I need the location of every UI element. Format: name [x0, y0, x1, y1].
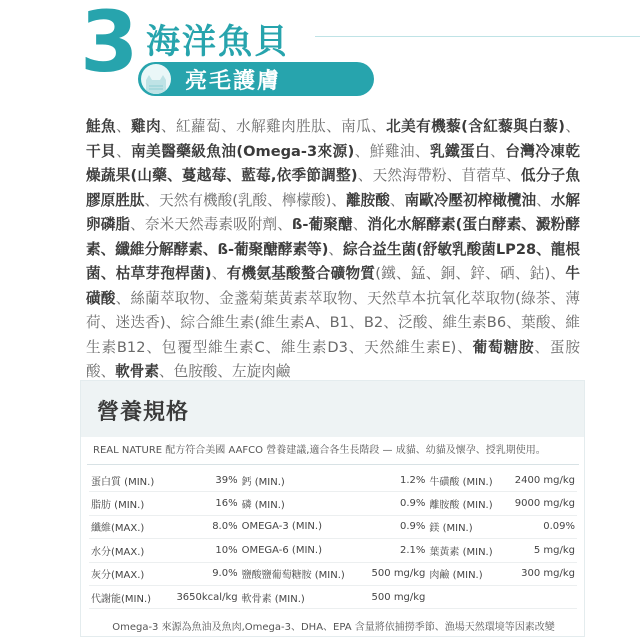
ingredient-highlight: 雞肉 — [131, 118, 162, 135]
cat-icon — [141, 64, 171, 94]
nutrient-value: 16% — [165, 492, 239, 515]
ingredient-highlight: 乳鐵蛋白 — [429, 142, 491, 160]
ingredient-text: 、蛋胺酸、 — [86, 338, 580, 380]
ingredient-highlight: 鮭魚 — [86, 118, 117, 135]
ingredient-highlight: 綜合益生菌(舒敏乳酸菌LP28、龍根菌、枯草芽孢桿菌) — [86, 240, 580, 282]
nutrient-value — [504, 585, 577, 608]
table-row — [89, 515, 577, 538]
nutrient-label: 磷 (MIN.) — [240, 492, 362, 515]
table-row — [89, 539, 577, 562]
ingredient-text: 、 — [328, 240, 344, 258]
nutrient-value: 5 mg/kg — [504, 539, 577, 562]
nutrient-label: 鹽酸鹽葡萄糖胺 (MIN.) — [240, 562, 362, 585]
omega-footnote: Omega-3 來源為魚油及魚肉,Omega-3、DHA、EPA 含量將依捕撈季節、漁場天然環境等因素改變 — [112, 622, 555, 633]
ingredient-highlight: 水解卵磷脂 — [86, 191, 580, 233]
note-divider — [87, 464, 579, 465]
ingredient-highlight: 消化水解酵素(蛋白酵素、澱粉酵素、纖維分解酵素、ß-葡聚醣酵素等) — [86, 216, 580, 258]
ingredient-text: 、鮮雞油、 — [354, 142, 430, 160]
table-row — [89, 469, 577, 492]
ingredient-highlight: 軟骨素 — [115, 363, 159, 380]
nutrient-value: 0.9% — [362, 515, 428, 538]
nutrient-label: 鎂 (MIN.) — [427, 515, 503, 538]
nutrient-value: 500 mg/kg — [362, 585, 428, 608]
nutrient-label — [427, 585, 503, 608]
section-badge-label: 亮毛護膚 — [185, 68, 282, 94]
ingredient-highlight: 牛磺酸 — [86, 265, 580, 307]
section-header — [70, 0, 640, 102]
nutrition-title: 營養規格 — [97, 400, 190, 425]
ingredient-highlight: 干貝 — [86, 142, 117, 160]
ingredient-highlight: 有機氨基酸螯合礦物質 — [226, 265, 376, 282]
ingredient-highlight: 北美有機藜(含紅藜與白藜) — [386, 118, 565, 135]
table-row — [89, 492, 577, 515]
nutrient-label: OMEGA-6 (MIN.) — [240, 539, 362, 562]
nutrient-value: 2400 mg/kg — [504, 469, 577, 492]
table-row — [89, 585, 577, 608]
section-number: 3 — [80, 0, 139, 91]
nutrient-label: 脂肪 (MIN.) — [89, 492, 165, 515]
nutrient-value: 10% — [165, 539, 239, 562]
nutrient-label: 灰分(MAX.) — [89, 562, 165, 585]
nutrient-label: OMEGA-3 (MIN.) — [240, 515, 362, 538]
section-title: 海洋魚貝 — [146, 22, 290, 62]
ingredient-text: 、 — [536, 191, 551, 209]
ingredient-text: 、 — [564, 118, 580, 135]
nutrient-label: 軟骨素 (MIN.) — [240, 585, 362, 608]
title-divider — [315, 36, 640, 37]
nutrition-table — [89, 469, 577, 609]
ingredient-highlight: ß-葡聚醣 — [291, 216, 353, 233]
ingredient-text: 、天然海帶粉、苜蓿草、 — [357, 167, 521, 184]
nutrient-value: 9000 mg/kg — [504, 492, 577, 515]
nutrient-value: 1.2% — [362, 469, 428, 492]
nutrient-label: 蛋白質 (MIN.) — [89, 469, 165, 492]
nutrition-header — [81, 381, 584, 437]
ingredient-list — [86, 115, 580, 385]
nutrient-label: 葉黃素 (MIN.) — [427, 539, 503, 562]
cat-silhouette-icon — [143, 70, 169, 94]
ingredient-highlight: 南歐冷壓初榨橄欖油 — [404, 191, 537, 209]
nutrient-value: 9.0% — [165, 562, 239, 585]
nutrient-value: 300 mg/kg — [504, 562, 577, 585]
nutrient-label: 肉鹼 (MIN.) — [427, 562, 503, 585]
section-badge — [138, 62, 374, 96]
ingredient-text: 、色胺酸、左旋肉鹼 — [159, 363, 291, 380]
ingredient-text: 、 — [116, 142, 132, 160]
nutrient-value: 3650kcal/kg — [165, 585, 239, 608]
ingredient-highlight: 南美醫藥級魚油(Omega-3來源) — [131, 142, 355, 160]
ingredient-text: 、紅蘿蔔、水解雞肉胜肽、南瓜、 — [161, 118, 387, 135]
nutrient-value: 500 mg/kg — [362, 562, 428, 585]
nutrient-label: 代謝能(MIN.) — [89, 585, 165, 608]
ingredient-text: 、 — [352, 216, 368, 233]
ingredient-highlight: 離胺酸 — [346, 191, 390, 209]
nutrition-panel — [80, 380, 585, 637]
nutrient-label: 牛磺酸 (MIN.) — [427, 469, 503, 492]
ingredient-text: 、絲蘭萃取物、金盞菊葉黃素萃取物、天然草本抗氧化萃取物(綠茶、薄荷、迷迭香)、綜合維生素(維生素A、B1、B2、泛酸、維生素B6、葉酸、維生素B12、包覆型維生素C、維生素D3、天然維生素E)、 — [86, 289, 580, 356]
ingredient-text: 、 — [490, 142, 506, 160]
ingredient-text: (鐵、錳、銅、鋅、硒、鈷)、 — [375, 265, 566, 282]
ingredient-highlight: 台灣冷凍乾燥蔬果(山藥、蔓越莓、藍莓,依季節調整) — [86, 142, 580, 184]
ingredient-highlight: 低分子魚膠原胜肽 — [86, 167, 580, 209]
ingredient-text: 、 — [116, 118, 132, 135]
aafco-note: REAL NATURE 配方符合美國 AAFCO 營養建議,適合各生長階段 — 成貓、幼貓及懷孕、授乳期使用。 — [93, 445, 546, 456]
ingredient-text: 、 — [389, 191, 405, 209]
nutrient-value: 39% — [165, 469, 239, 492]
nutrient-label: 纖維(MAX.) — [89, 515, 165, 538]
ingredient-text: 、 — [211, 265, 227, 282]
nutrient-label: 鈣 (MIN.) — [240, 469, 362, 492]
nutrient-value: 2.1% — [362, 539, 428, 562]
nutrient-label: 水分(MAX.) — [89, 539, 165, 562]
table-row — [89, 562, 577, 585]
nutrient-value: 0.09% — [504, 515, 577, 538]
ingredient-text: 、天然有機酸(乳酸、檸檬酸)、 — [144, 191, 346, 209]
ingredient-text: 、奈米天然毒素吸附劑、 — [130, 216, 292, 233]
nutrient-value: 0.9% — [362, 492, 428, 515]
ingredient-highlight: 葡萄糖胺 — [472, 338, 535, 356]
nutrient-value: 8.0% — [165, 515, 239, 538]
nutrient-label: 離胺酸 (MIN.) — [427, 492, 503, 515]
